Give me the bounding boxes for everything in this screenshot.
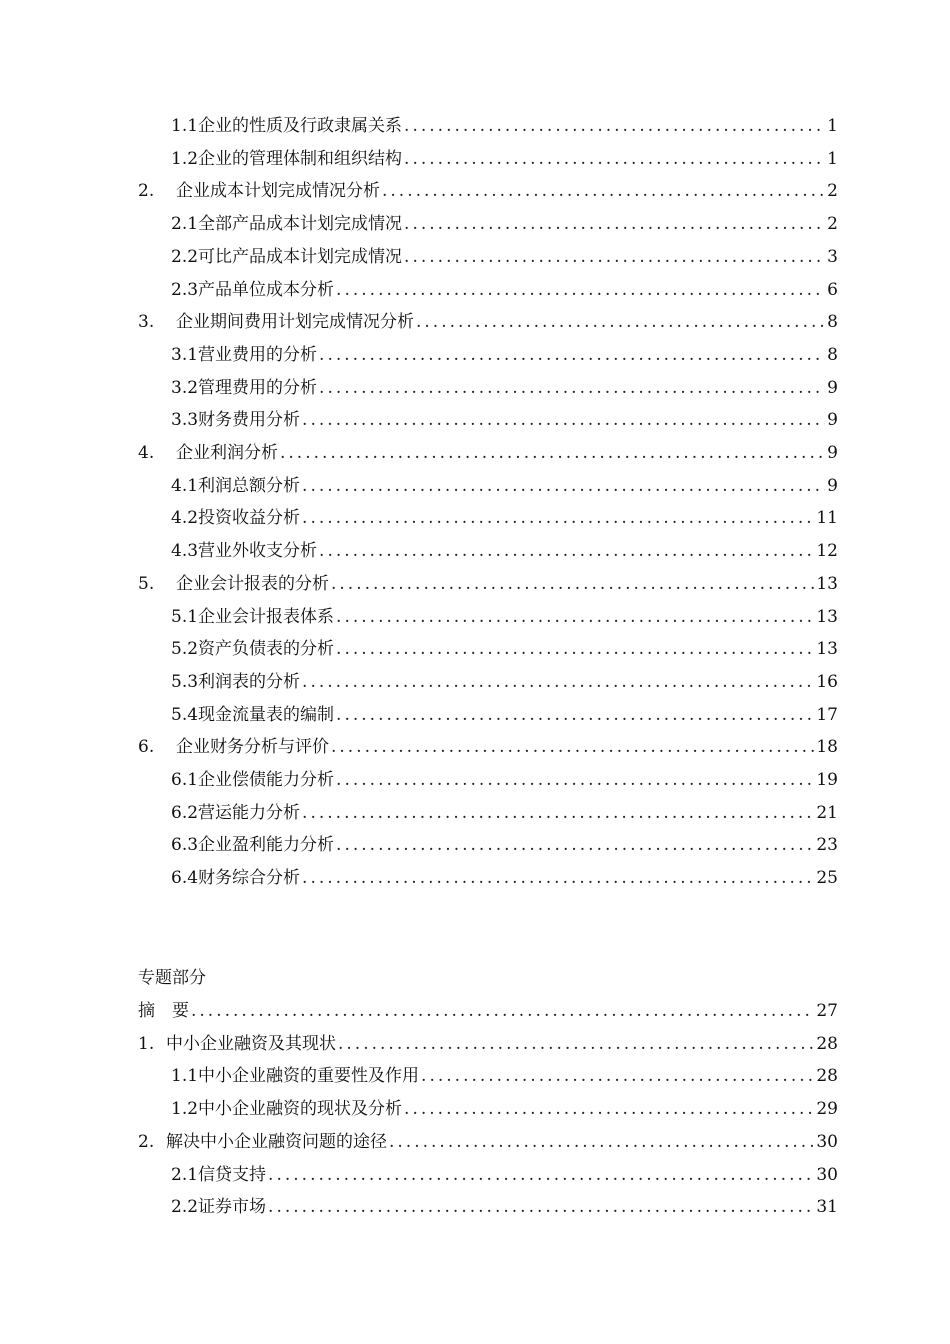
toc-entry-page-number: 2	[827, 181, 838, 202]
toc-entry[interactable]	[171, 862, 838, 894]
toc-entry[interactable]	[171, 110, 838, 142]
toc-entry-title: 营运能力分析	[198, 802, 301, 823]
toc-entry[interactable]	[171, 372, 838, 404]
toc-entry-page-number: 19	[816, 770, 838, 790]
toc-leader-dots	[302, 666, 814, 698]
toc-entry-number: 6.2	[171, 802, 199, 823]
toc-entry-title: 营业费用的分析	[198, 344, 318, 365]
toc-leader-dots	[319, 535, 814, 567]
toc-leader-dots	[336, 274, 825, 306]
toc-entry[interactable]	[171, 535, 838, 567]
toc-leader-dots	[268, 1191, 814, 1223]
toc-entry-title: 全部产品成本计划完成情况	[198, 214, 403, 235]
toc-entry-title: 企业盈利能力分析	[198, 835, 335, 856]
toc-leader-dots	[319, 372, 825, 404]
toc-leader-dots	[404, 143, 825, 175]
toc-entry-page-number: 1	[827, 148, 838, 169]
toc-entry-number: 5.2	[171, 639, 199, 660]
toc-leader-dots	[336, 633, 814, 665]
toc-entry-title: 资产负债表的分析	[198, 639, 335, 660]
toc-entry[interactable]	[138, 1126, 838, 1158]
toc-entry-title: 营业外收支分析	[198, 541, 318, 562]
toc-entry[interactable]	[138, 995, 838, 1027]
toc-entry[interactable]	[138, 1028, 838, 1060]
toc-entry-page-number: 23	[816, 835, 838, 856]
toc-leader-dots	[302, 470, 825, 502]
toc-entry-number: 1.2	[171, 1099, 199, 1120]
toc-entry[interactable]	[171, 143, 838, 175]
toc-leader-dots	[421, 1060, 814, 1092]
toc-entry-page-number: 30	[816, 1131, 838, 1152]
toc-entry-page-number: 13	[816, 573, 838, 594]
toc-entry-page-number: 9	[827, 377, 838, 398]
toc-leader-dots	[416, 306, 825, 338]
toc-leader-dots	[331, 731, 814, 763]
toc-entry-number: 6.4	[171, 868, 199, 889]
toc-entry-page-number: 21	[816, 802, 838, 823]
toc-entry-page-number: 8	[827, 344, 838, 365]
toc-leader-dots	[191, 995, 814, 1027]
toc-entry[interactable]	[138, 731, 838, 763]
toc-entry[interactable]	[171, 404, 838, 436]
toc-leader-dots	[280, 437, 825, 469]
toc-entry[interactable]	[171, 470, 838, 502]
toc-entry-number: 3.3	[171, 410, 199, 431]
toc-entry-title: 中小企业融资的现状及分析	[198, 1099, 403, 1120]
toc-entry-title: 中小企业融资的重要性及作用	[198, 1066, 420, 1087]
toc-entry-number: 4.3	[171, 541, 199, 562]
toc-entry-number: 1.2	[171, 148, 199, 169]
toc-entry-number: 2.2	[171, 246, 199, 267]
toc-entry-number: 5.4	[171, 704, 199, 725]
toc-entry-number: 6.1	[171, 770, 199, 790]
toc-entry-title: 企业会计报表体系	[198, 606, 335, 627]
toc-entry-page-number: 9	[827, 443, 838, 463]
toc-entry-page-number: 27	[816, 1001, 838, 1021]
toc-leader-dots	[404, 208, 825, 240]
toc-entry-number: 5.	[138, 573, 155, 594]
toc-entry-page-number: 1	[827, 116, 838, 136]
toc-entry-title: 现金流量表的编制	[198, 704, 335, 725]
toc-entry[interactable]	[171, 1093, 838, 1125]
toc-entry[interactable]	[171, 699, 838, 731]
toc-entry-page-number: 28	[816, 1066, 838, 1087]
toc-entry-title: 企业期间费用计划完成情况分析	[176, 312, 414, 333]
toc-entry-title: 财务综合分析	[198, 868, 301, 889]
toc-leader-dots	[389, 1126, 814, 1158]
toc-entry-page-number: 28	[816, 1033, 838, 1054]
toc-entry-title: 摘 要	[138, 1001, 189, 1021]
toc-entry-number: 2.	[138, 1131, 155, 1152]
toc-entry-number: 1.	[138, 1033, 155, 1054]
toc-entry-page-number: 8	[827, 312, 838, 333]
toc-entry-page-number: 6	[827, 279, 838, 300]
toc-entry-page-number: 16	[816, 671, 838, 692]
toc-entry-page-number: 25	[816, 868, 838, 889]
toc-entry-number: 2.1	[171, 214, 199, 235]
toc-entry-page-number: 9	[827, 410, 838, 431]
toc-entry-number: 3.	[138, 312, 155, 333]
toc-entry-page-number: 29	[816, 1099, 838, 1120]
toc-entry[interactable]	[171, 764, 838, 796]
toc-entry[interactable]	[171, 797, 838, 829]
toc-entry[interactable]	[171, 274, 838, 306]
toc-entry-title: 企业的管理体制和组织结构	[198, 148, 403, 169]
toc-entry-number: 5.3	[171, 671, 199, 692]
toc-entry-page-number: 17	[816, 704, 838, 725]
toc-entry-page-number: 31	[816, 1197, 838, 1218]
toc-entry-title: 企业会计报表的分析	[176, 573, 329, 594]
toc-entry-title: 企业偿债能力分析	[198, 770, 335, 790]
toc-entry-number: 2.	[138, 181, 155, 202]
toc-entry-title: 企业利润分析	[176, 443, 278, 463]
toc-entry-title: 企业成本计划完成情况分析	[176, 181, 380, 202]
toc-leader-dots	[302, 404, 825, 436]
special-section-heading: 专题部分	[138, 968, 206, 988]
toc-entry-page-number: 13	[816, 606, 838, 627]
toc-entry-title: 中小企业融资及其现状	[166, 1033, 336, 1054]
toc-entry-title: 企业财务分析与评价	[176, 737, 329, 758]
toc-leader-dots	[331, 568, 814, 600]
toc-entry[interactable]	[171, 502, 838, 534]
toc-leader-dots	[336, 764, 814, 796]
toc-leader-dots	[336, 829, 814, 861]
toc-entry-number: 1.1	[171, 116, 199, 136]
toc-entry[interactable]	[138, 306, 838, 338]
toc-entry-number: 4.2	[171, 508, 199, 529]
toc-entry-title: 利润表的分析	[198, 671, 301, 692]
toc-entry-title: 解决中小企业融资问题的途径	[166, 1131, 387, 1152]
toc-leader-dots	[302, 862, 814, 894]
toc-entry-number: 2.3	[171, 279, 199, 300]
toc-leader-dots	[302, 502, 814, 534]
toc-entry-title: 产品单位成本分析	[198, 279, 335, 300]
toc-leader-dots	[382, 175, 825, 207]
toc-entry-title: 财务费用分析	[198, 410, 301, 431]
toc-leader-dots	[268, 1159, 814, 1191]
toc-entry[interactable]	[171, 241, 838, 273]
toc-leader-dots	[404, 1093, 814, 1125]
toc-entry[interactable]	[171, 666, 838, 698]
toc-leader-dots	[404, 241, 825, 273]
toc-entry-title: 信贷支持	[198, 1164, 267, 1185]
toc-entry[interactable]	[171, 829, 838, 861]
toc-entry-title: 企业的性质及行政隶属关系	[198, 116, 403, 136]
toc-entry[interactable]	[138, 568, 838, 600]
toc-leader-dots	[336, 601, 814, 633]
toc-entry-title: 利润总额分析	[198, 475, 301, 496]
toc-entry-number: 5.1	[171, 606, 199, 627]
toc-leader-dots	[302, 797, 814, 829]
toc-entry-number: 3.2	[171, 377, 199, 398]
toc-entry-number: 6.	[138, 737, 155, 758]
toc-entry-title: 可比产品成本计划完成情况	[198, 246, 403, 267]
toc-entry-number: 2.1	[171, 1164, 199, 1185]
toc-entry-number: 4.1	[171, 475, 199, 496]
toc-entry[interactable]	[171, 339, 838, 371]
toc-entry[interactable]	[171, 208, 838, 240]
toc-leader-dots	[319, 339, 825, 371]
toc-entry-page-number: 2	[827, 214, 838, 235]
toc-entry-number: 4.	[138, 443, 155, 463]
toc-entry[interactable]	[171, 1191, 838, 1223]
toc-entry-number: 2.2	[171, 1197, 199, 1218]
toc-entry-page-number: 13	[816, 639, 838, 660]
toc-entry-number: 1.1	[171, 1066, 199, 1087]
toc-entry-title: 证券市场	[198, 1197, 267, 1218]
toc-entry-number: 3.1	[171, 344, 199, 365]
toc-entry-page-number: 30	[816, 1164, 838, 1185]
toc-entry-page-number: 12	[816, 541, 838, 562]
toc-entry-title: 管理费用的分析	[198, 377, 318, 398]
toc-entry[interactable]	[171, 1060, 838, 1092]
toc-entry-number: 6.3	[171, 835, 199, 856]
toc-entry[interactable]	[138, 437, 838, 469]
toc-entry-title: 投资收益分析	[198, 508, 301, 529]
toc-entry[interactable]	[171, 633, 838, 665]
toc-entry-page-number: 3	[827, 246, 838, 267]
toc-entry[interactable]	[171, 601, 838, 633]
toc-leader-dots	[336, 699, 814, 731]
toc-leader-dots	[404, 110, 825, 142]
toc-entry-page-number: 9	[827, 475, 838, 496]
toc-entry-page-number: 18	[816, 737, 838, 758]
toc-leader-dots	[338, 1028, 814, 1060]
toc-entry[interactable]	[138, 175, 838, 207]
toc-entry[interactable]	[171, 1159, 838, 1191]
toc-entry-page-number: 11	[816, 508, 838, 529]
